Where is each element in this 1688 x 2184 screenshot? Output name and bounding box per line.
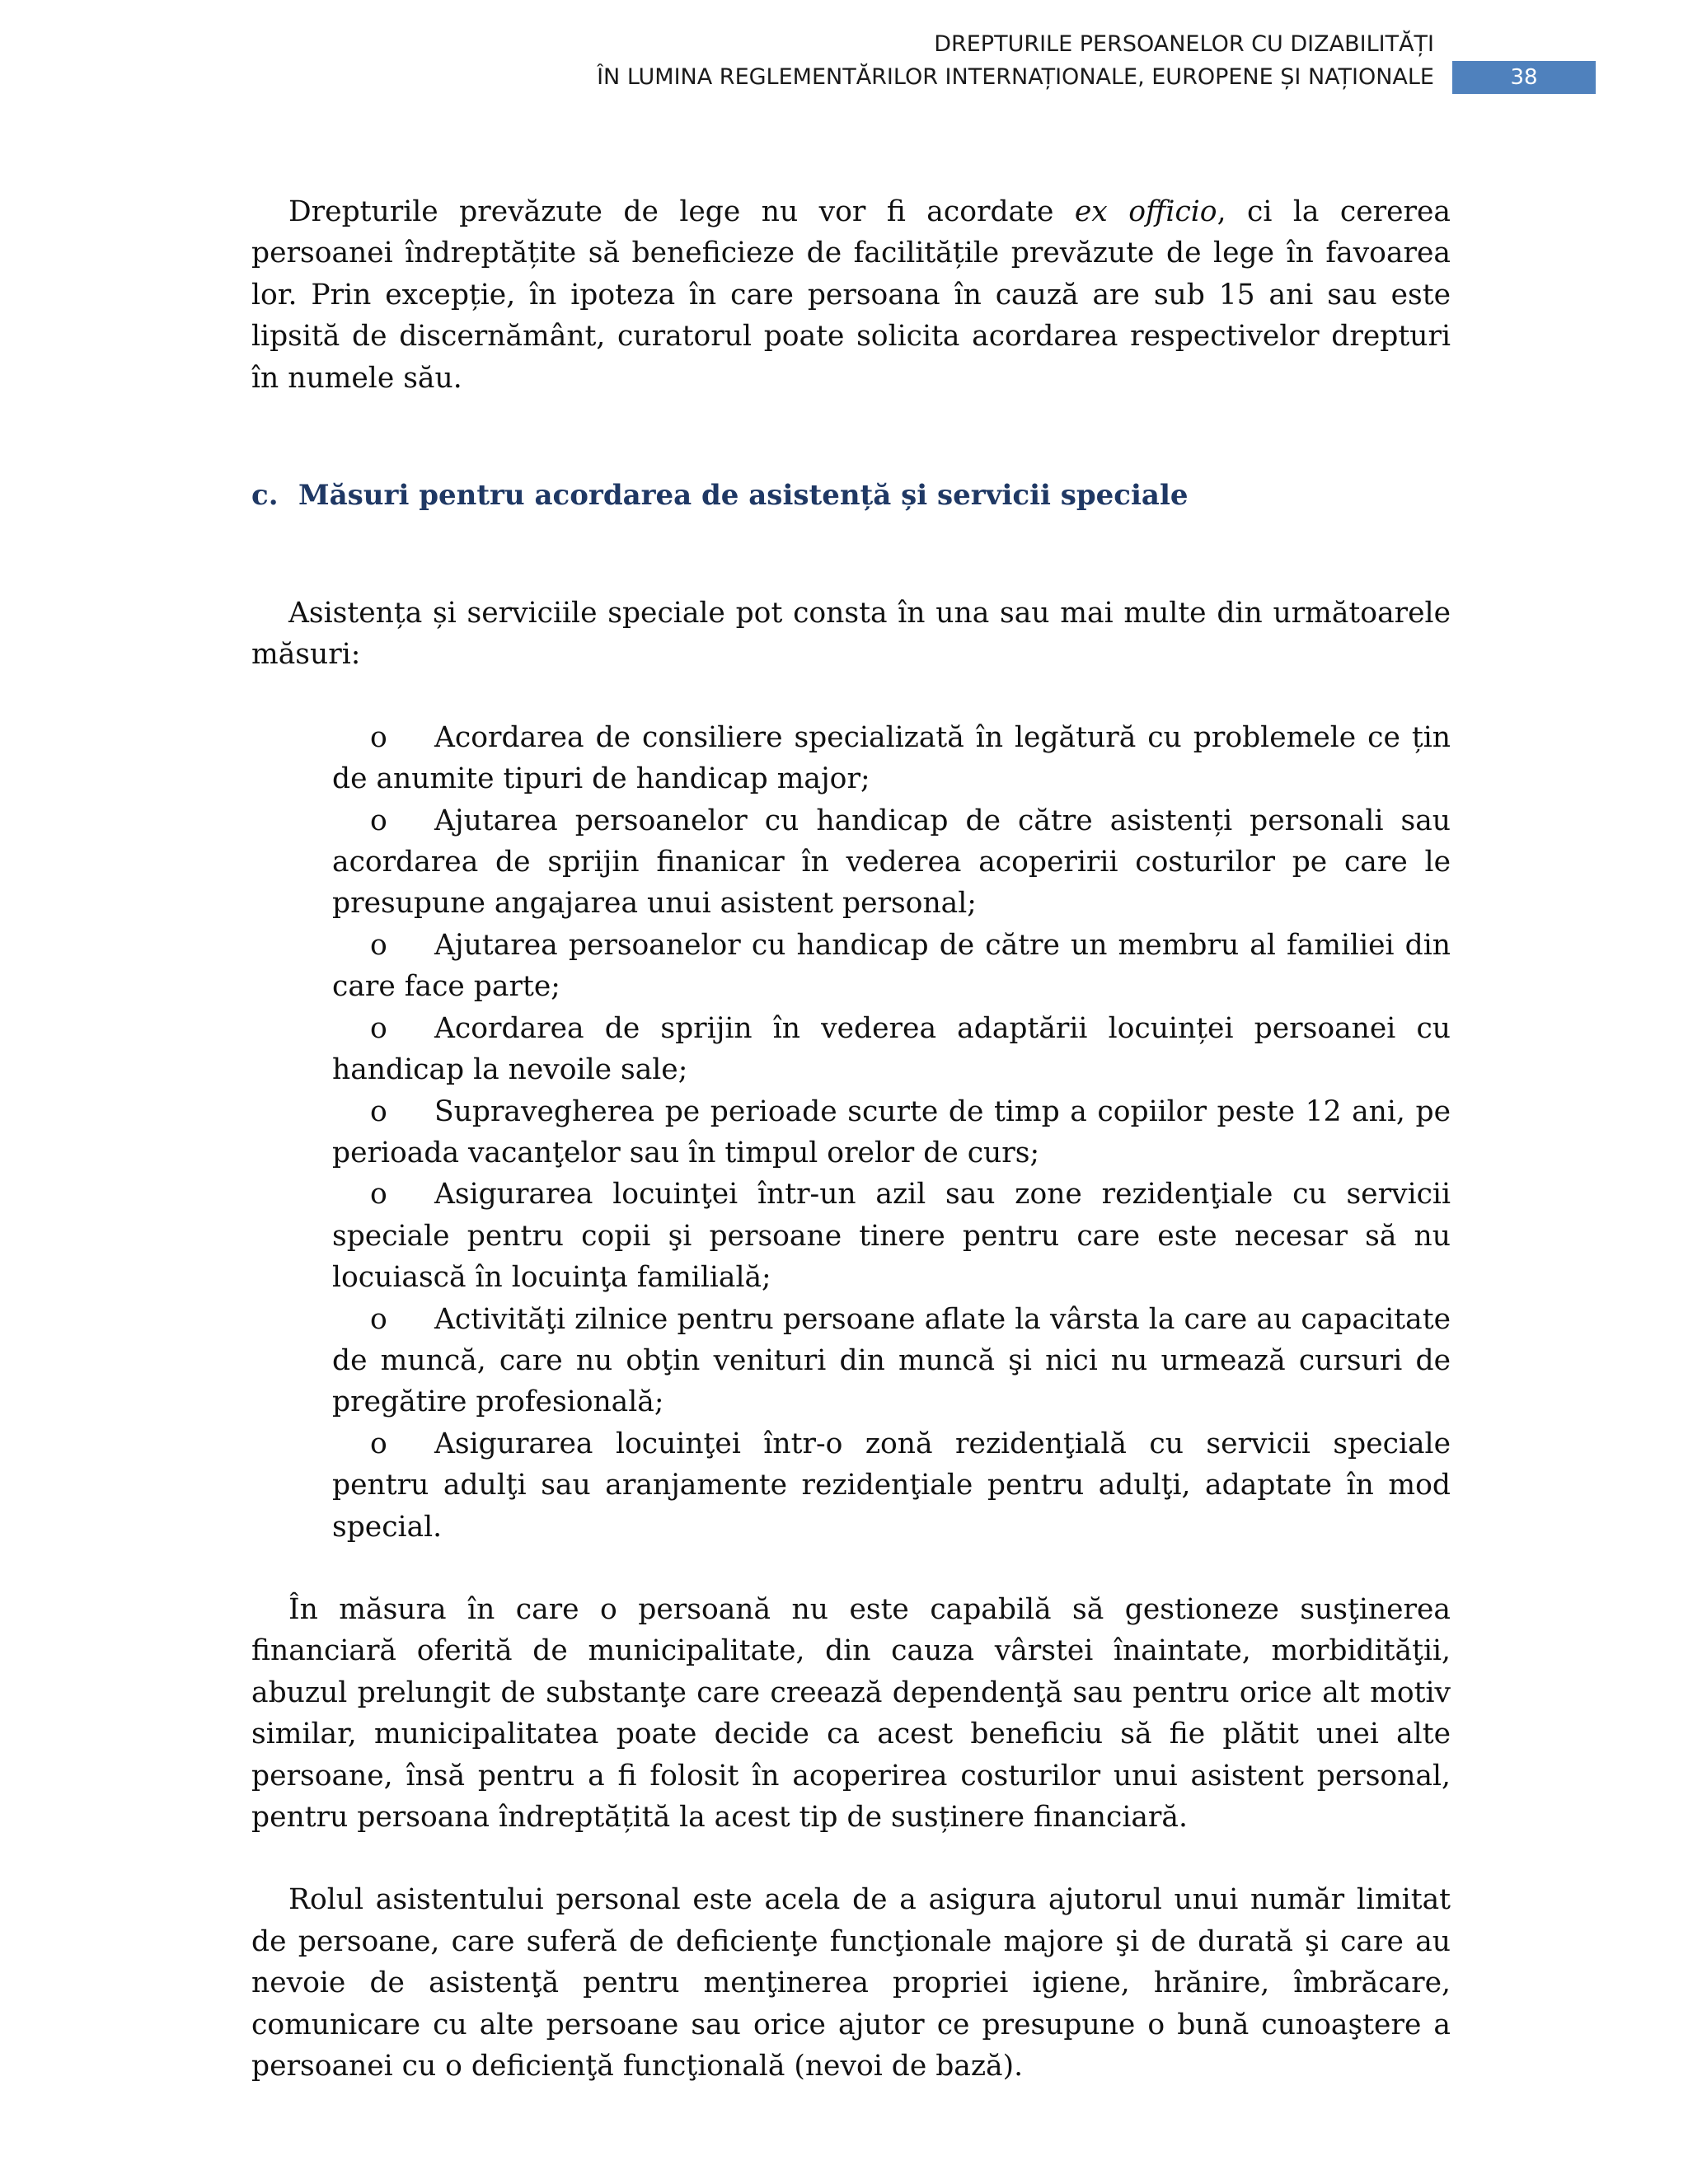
- header-title-line2: ÎN LUMINA REGLEMENTĂRILOR INTERNAȚIONALE, EUROPENE ȘI NAȚIONALE: [597, 64, 1434, 90]
- list-item-text: Asigurarea locuinţei într-un azil sau zone rezidenţiale cu servicii speciale pentru copii şi persoane tinere pentru care este necesar să nu locuiască în locuinţa familială;: [332, 1178, 1451, 1295]
- bullet-icon: o: [370, 1178, 387, 1212]
- paragraph-text: Drepturile prevăzute de lege nu vor fi acordate: [288, 195, 1075, 228]
- list-item: [332, 800, 1451, 925]
- list-item: [332, 1174, 1451, 1298]
- header-title-line1: DREPTURILE PERSOANELOR CU DIZABILITĂȚI: [934, 31, 1434, 57]
- bullet-icon: o: [370, 720, 387, 754]
- list-item-text: Asigurarea locuinţei într-o zonă rezidenţială cu servicii speciale pentru adulţi sau aranjamente rezidenţiale pentru adulţi, adaptate în mod special.: [332, 1427, 1451, 1544]
- intro-paragraph: Asistența și serviciile speciale pot consta în una sau mai multe din următoarele măsuri:: [251, 597, 1451, 672]
- paragraph-rights-request: [251, 191, 1451, 399]
- section-heading: [251, 475, 1451, 516]
- list-item: [332, 1423, 1451, 1548]
- italic-term: ex officio: [1074, 195, 1217, 228]
- list-item: [332, 1299, 1451, 1423]
- list-item-text: Acordarea de sprijin în vederea adaptării locuinței persoanei cu handicap la nevoile sale;: [332, 1011, 1451, 1087]
- bullet-icon: o: [370, 1011, 387, 1045]
- bullet-icon: o: [370, 804, 387, 837]
- document-body: [251, 191, 1451, 2087]
- measures-list: [332, 717, 1451, 1548]
- list-item: [332, 925, 1451, 1008]
- list-item-text: Acordarea de consiliere specializată în legătură cu problemele ce țin de anumite tipuri de handicap major;: [332, 720, 1451, 796]
- section-letter: c.: [251, 479, 279, 513]
- list-item-text: Supravegherea pe perioade scurte de timp a copiilor peste 12 ani, pe perioada vacanţelor sau în timpul orelor de curs;: [332, 1094, 1451, 1169]
- list-item: [332, 1008, 1451, 1091]
- bullet-icon: o: [370, 1427, 387, 1460]
- section-title: Măsuri pentru acordarea de asistență și servicii speciale: [298, 479, 1189, 513]
- bullet-icon: o: [370, 928, 387, 962]
- paragraph-financial-support: În măsura în care o persoană nu este capabilă să gestioneze susţinerea financiară oferită de municipalitate, din cauza vârstei înaintate, morbidităţii, abuzul prelungit de substanţe care creează dependenţă sau pentru orice alt motiv similar, municipalitatea poate decide ca acest beneficiu să fie plătit unei alte persoane, însă pentru a fi folosit în acoperirea costurilor unui asistent personal, pentru persoana îndreptățită la acest tip de susținere financiară.: [251, 1592, 1451, 1834]
- list-item-text: Ajutarea persoanelor cu handicap de către asistenți personali sau acordarea de sprijin finanicar în vederea acoperirii costurilor pe care le presupune angajarea unui asistent personal;: [332, 804, 1451, 921]
- page-number-badge: 38: [1452, 61, 1596, 94]
- list-item-text: Activităţi zilnice pentru persoane aflate la vârsta la care au capacitate de muncă, care nu obţin venituri din muncă şi nici nu urmează cursuri de pregătire profesională;: [332, 1302, 1451, 1419]
- list-item: [332, 1091, 1451, 1174]
- list-item: [332, 717, 1451, 800]
- paragraph-personal-assistant: Rolul asistentului personal este acela de a asigura ajutorul unui număr limitat de persoane, care suferă de deficienţe funcţionale majore şi de durată şi care au nevoie de asistenţă pentru menţinerea propriei igiene, hrănire, îmbrăcare, comunicare cu alte persoane sau orice ajutor ce presupune o bună cunoaştere a persoanei cu o deficienţă funcţională (nevoi de bază).: [251, 1883, 1451, 2083]
- page-header: [0, 28, 1688, 102]
- paragraph-text: , ci la cererea persoanei îndreptățite să beneficieze de facilitățile prevăzute de lege în favoarea lor. Prin excepție, în ipoteza în care persoana în cauză are sub 15 ani sau este lipsită de discernământ, curatorul poate solicita acordarea respectivelor drepturi în numele său.: [251, 195, 1451, 395]
- bullet-icon: o: [370, 1302, 387, 1336]
- list-item-text: Ajutarea persoanelor cu handicap de către un membru al familiei din care face parte;: [332, 928, 1451, 1004]
- bullet-icon: o: [370, 1094, 387, 1128]
